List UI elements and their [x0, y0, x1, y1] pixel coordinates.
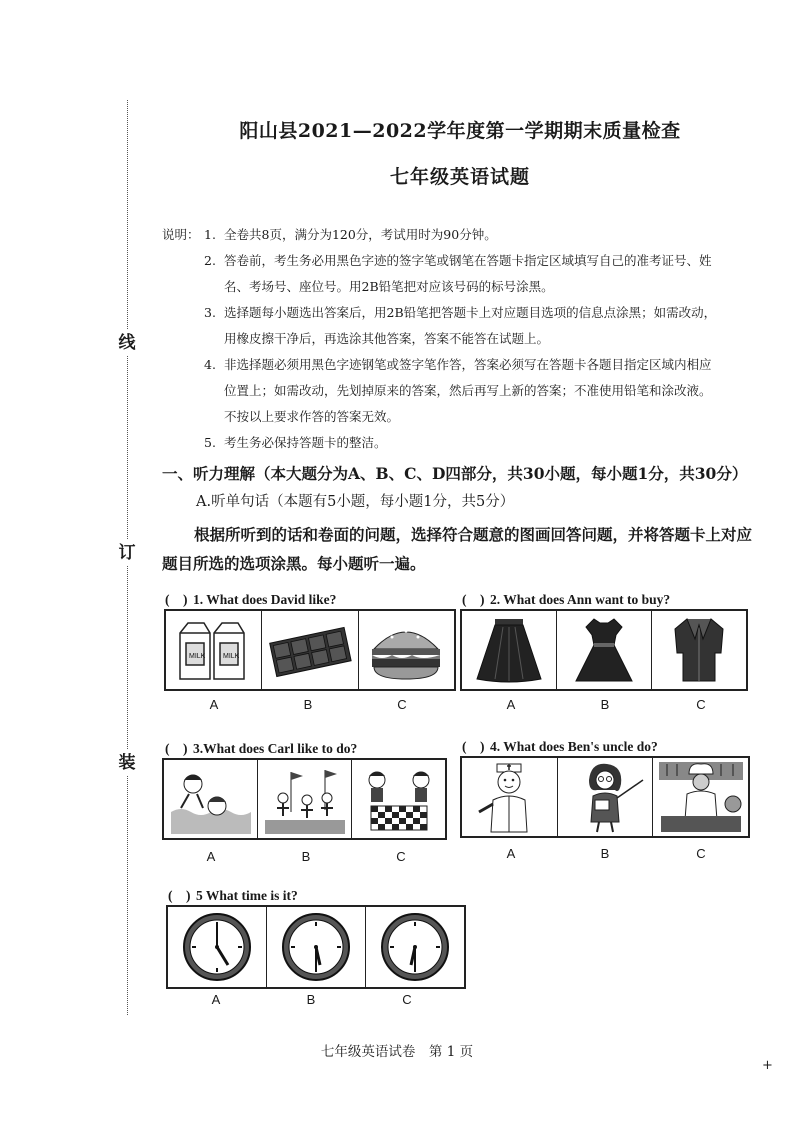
option-picture-a[interactable] — [462, 611, 557, 689]
question-5 — [168, 884, 298, 904]
binding-char-line: 线 — [114, 330, 140, 356]
instruction-number: 4. — [204, 357, 216, 372]
skirt-icon — [465, 613, 553, 687]
directions: 根据所听到的话和卷面的问题，选择符合题意的图画回答问题，并将答题卡上对应题目所选的选项涂黑。每小题听一遍。 — [162, 525, 753, 573]
instruction-text: 非选择题必须用黑色字迹钢笔或签字笔作答，答案必须写在答题卡各题目指定区域内相应 — [224, 357, 712, 372]
picture-panel-3 — [162, 758, 447, 840]
option-picture-c[interactable] — [352, 760, 445, 838]
swimming-icon — [167, 762, 255, 836]
dress-icon — [560, 613, 648, 687]
question-text: 5 What time is it? — [196, 888, 298, 903]
option-picture-a[interactable] — [164, 760, 258, 838]
instruction-text: 名、考场号、座位号。用2B铅笔把对应该号码的标号涂黑。 — [224, 279, 554, 294]
milk-carton-icon — [170, 613, 258, 687]
question-text: 3.What does Carl like to do? — [193, 741, 358, 756]
option-picture-b[interactable] — [558, 758, 654, 836]
binding-char-order: 订 — [114, 540, 140, 566]
instruction-text: 不按以上要求作答的答案无效。 — [224, 409, 400, 424]
option-label-c: C — [396, 849, 406, 864]
doctor-icon — [465, 760, 553, 834]
option-label-c: C — [402, 992, 412, 1007]
option-picture-c[interactable] — [652, 611, 746, 689]
option-picture-b[interactable] — [267, 907, 366, 987]
option-label-a: A — [206, 849, 216, 864]
question-2 — [462, 588, 670, 608]
option-picture-a[interactable] — [462, 758, 558, 836]
instruction-item — [162, 300, 762, 352]
question-4 — [462, 735, 658, 755]
option-label-c: C — [397, 697, 407, 712]
option-label-a: A — [506, 697, 516, 712]
answer-blank[interactable]: ( ) — [165, 592, 188, 607]
instruction-number: 3. — [204, 305, 216, 320]
chess-icon — [355, 762, 443, 836]
option-label-b: B — [600, 846, 610, 861]
option-picture-c[interactable] — [653, 758, 748, 836]
answer-blank[interactable]: ( ) — [462, 739, 485, 754]
svg-text:MILK: MILK — [222, 653, 239, 660]
clock-icon — [272, 910, 360, 984]
instruction-text: 考生务必保持答题卡的整洁。 — [224, 435, 387, 450]
kids-playing-icon — [261, 762, 349, 836]
option-picture-b[interactable] — [262, 611, 358, 689]
instruction-text: 选择题每小题选出答案后，用2B铅笔把答题卡上对应题目选项的信息点涂黑；如需改动， — [224, 305, 717, 320]
chocolate-bar-icon — [266, 613, 354, 687]
option-label-a: A — [209, 697, 219, 712]
question-text: 4. What does Ben's uncle do? — [490, 739, 658, 754]
instruction-text: 位置上；如需改动，先划掉原来的答案，然后再写上新的答案；不准使用铅笔和涂改液。 — [224, 383, 712, 398]
part-heading: A.听单句话（本题有5小题，每小题1分，共5分） — [196, 494, 515, 510]
cook-icon — [657, 760, 745, 834]
exam-subtitle: 七年级英语试题 — [389, 166, 530, 188]
page-footer: 七年级英语试卷 第 1 页 — [320, 1044, 474, 1060]
option-label-a: A — [506, 846, 516, 861]
instruction-number: 5. — [204, 435, 216, 450]
option-label-a: A — [211, 992, 221, 1007]
option-picture-a[interactable] — [168, 907, 267, 987]
answer-blank[interactable]: ( ) — [165, 741, 188, 756]
instruction-text: 答卷前，考生务必用黑色字迹的签字笔或钢笔在答题卡指定区域填写自己的准考证号、姓 — [224, 253, 712, 268]
question-3 — [165, 737, 357, 757]
question-text: 1. What does David like? — [193, 592, 337, 607]
option-label-b: B — [306, 992, 316, 1007]
option-label-b: B — [301, 849, 311, 864]
answer-blank[interactable]: ( ) — [168, 888, 191, 903]
instruction-number: 2. — [204, 253, 216, 268]
instructions-lead: 说明： — [162, 227, 200, 242]
clock-icon — [173, 910, 261, 984]
hamburger-icon — [362, 613, 450, 687]
instruction-item — [162, 352, 762, 430]
instruction-item — [162, 222, 762, 248]
instructions — [162, 222, 762, 456]
option-label-b: B — [303, 697, 313, 712]
picture-panel-5 — [166, 905, 466, 989]
picture-panel-1 — [164, 609, 456, 691]
instruction-item — [162, 430, 762, 456]
corner-mark: + — [762, 1058, 773, 1073]
option-picture-a[interactable] — [166, 611, 262, 689]
question-1 — [165, 588, 336, 608]
answer-blank[interactable]: ( ) — [462, 592, 485, 607]
question-text: 2. What does Ann want to buy? — [490, 592, 671, 607]
option-picture-c[interactable] — [359, 611, 454, 689]
binding-char-bind: 装 — [114, 750, 140, 776]
clock-icon — [371, 910, 459, 984]
option-picture-b[interactable] — [557, 611, 652, 689]
teacher-icon — [561, 760, 649, 834]
option-label-c: C — [696, 846, 706, 861]
option-picture-b[interactable] — [258, 760, 352, 838]
option-picture-c[interactable] — [366, 907, 464, 987]
svg-text:MILK: MILK — [188, 653, 205, 660]
instruction-number: 1. — [204, 227, 216, 242]
option-label-c: C — [696, 697, 706, 712]
instruction-text: 全卷共8页，满分为120分，考试用时为90分钟。 — [224, 227, 497, 242]
instruction-text: 用橡皮擦干净后，再选涂其他答案，答案不能答在试题上。 — [224, 331, 550, 346]
picture-panel-2 — [460, 609, 748, 691]
instruction-item — [162, 248, 762, 300]
section-heading: 一、听力理解（本大题分为A、B、C、D四部分，共30小题，每小题1分，共30分） — [162, 464, 748, 483]
picture-panel-4 — [460, 756, 750, 838]
exam-title: 阳山县2021—2022学年度第一学期期末质量检查 — [239, 120, 681, 142]
option-label-b: B — [600, 697, 610, 712]
coat-icon — [655, 613, 743, 687]
